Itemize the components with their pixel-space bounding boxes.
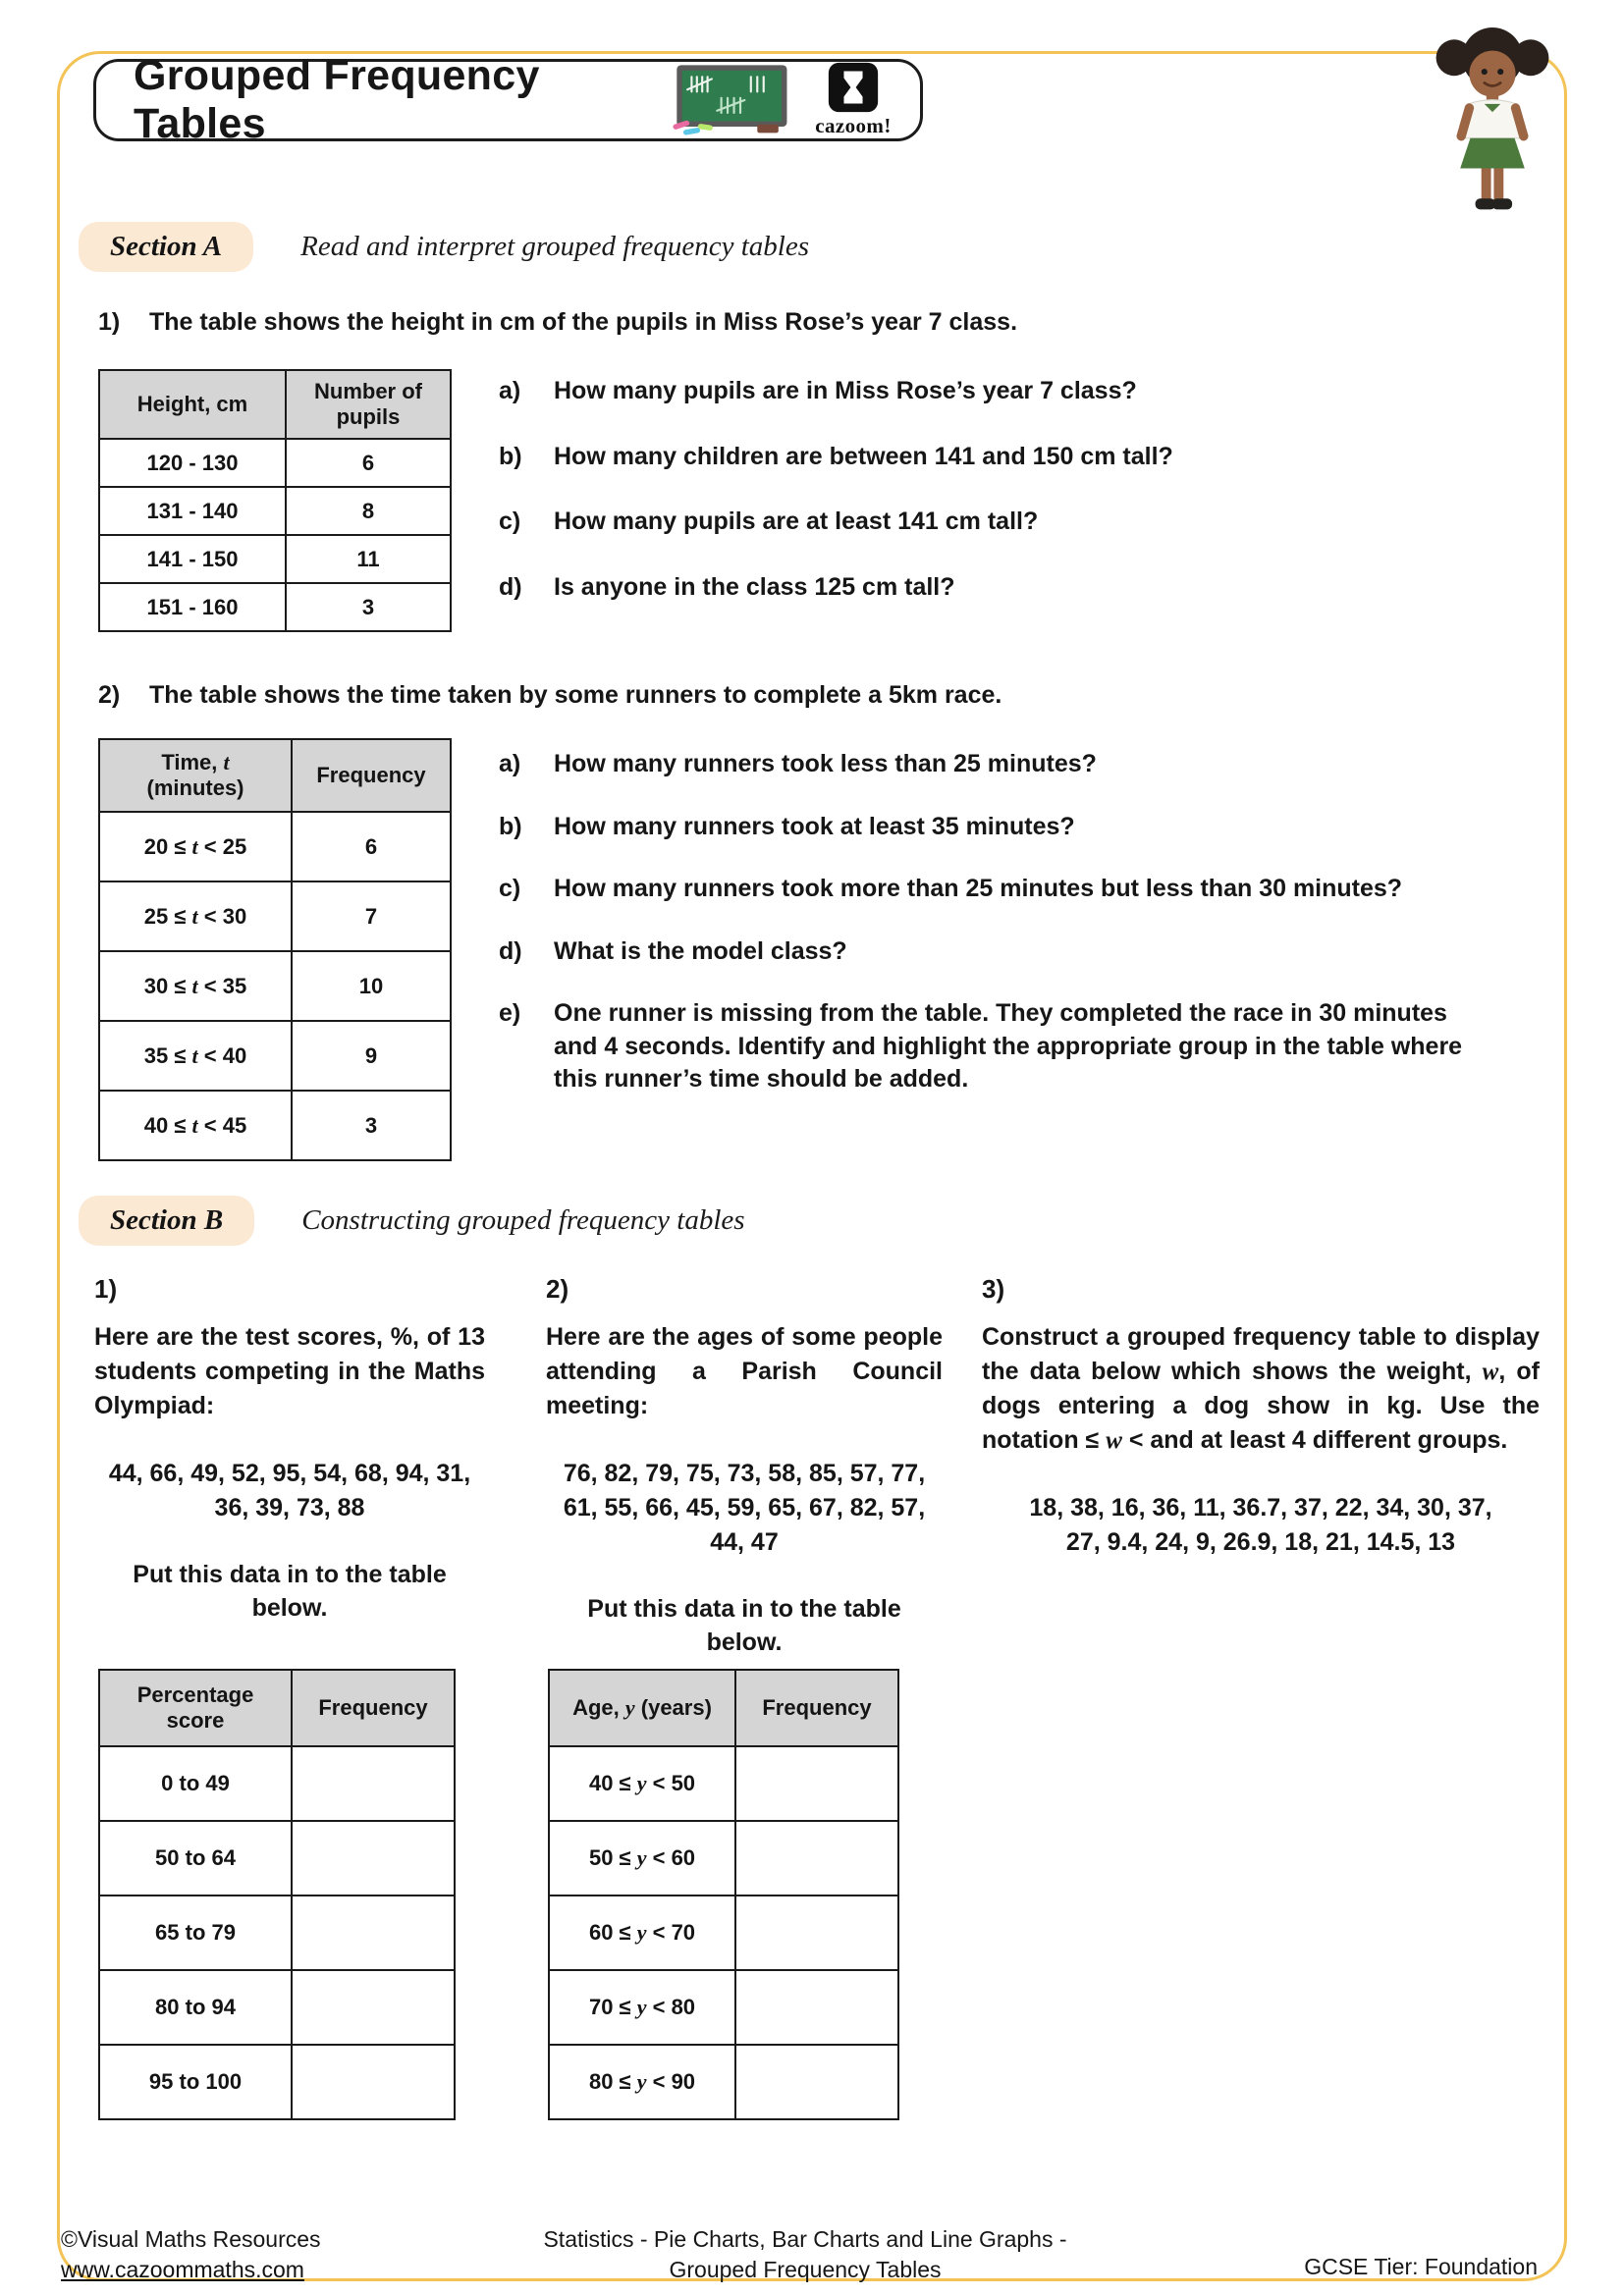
- table-cell: 0 to 49: [99, 1746, 292, 1821]
- table-cell: 10: [292, 951, 451, 1021]
- table-row: [99, 1821, 455, 1896]
- table-row: [99, 2045, 455, 2119]
- topic-line-1: Statistics - Pie Charts, Bar Charts and Line Graphs -: [543, 2226, 1067, 2252]
- section-b-header: [79, 1196, 745, 1246]
- question-item: [499, 441, 1510, 474]
- question-label: b): [499, 442, 522, 470]
- age-frequency-table: [548, 1669, 899, 2120]
- question-prompt: The table shows the time taken by some runners to complete a 5km race.: [149, 681, 1002, 709]
- section-b-problem-1: [94, 1274, 485, 1626]
- question-label: c): [499, 507, 521, 535]
- question-text: How many pupils are at least 141 cm tall?: [554, 507, 1039, 535]
- table-cell: 70 ≤ y < 80: [549, 1970, 735, 2045]
- table-cell: 9: [292, 1021, 451, 1091]
- table-cell: 8: [286, 487, 451, 535]
- question-text: One runner is missing from the table. They completed the race in 30 minutes and 4 seconds. Identify and highlight the appropriate group in the table where this runner’s time should be added.: [554, 999, 1463, 1093]
- footer-tier: GCSE Tier: Foundation: [1304, 2254, 1538, 2279]
- table-row: [99, 583, 451, 631]
- question-text: How many runners took less than 25 minutes?: [554, 750, 1097, 777]
- question-1-subquestions: [499, 375, 1510, 604]
- problem-text: Construct a grouped frequency table to display the data below which shows the weight, w, of dogs entering a dog show in kg. Use the notation ≤ w < and at least 4 different groups.: [982, 1323, 1540, 1454]
- table-cell: 40 ≤ t < 45: [99, 1091, 292, 1160]
- table-row: [549, 1746, 898, 1821]
- table-cell: 25 ≤ t < 30: [99, 881, 292, 951]
- column-header: Frequency: [292, 739, 451, 812]
- question-label: b): [499, 812, 522, 840]
- empty-answer-cell: [735, 2045, 898, 2119]
- question-item: [499, 811, 1486, 844]
- empty-answer-cell: [735, 1746, 898, 1821]
- table-cell: 80 ≤ y < 90: [549, 2045, 735, 2119]
- table-cell: 131 - 140: [99, 487, 286, 535]
- table-cell: 80 to 94: [99, 1970, 292, 2045]
- question-number: 2): [98, 681, 121, 709]
- time-frequency-table: [98, 738, 452, 1161]
- table-row: [99, 439, 451, 487]
- table-cell: 95 to 100: [99, 2045, 292, 2119]
- question-2-subquestions: [499, 748, 1486, 1096]
- table-cell: 40 ≤ y < 50: [549, 1746, 735, 1821]
- topic-line-2: Grouped Frequency Tables: [669, 2257, 942, 2283]
- problem-text: Here are the test scores, %, of 13 students competing in the Maths Olympiad:: [94, 1323, 485, 1419]
- table-cell: 50 to 64: [99, 1821, 292, 1896]
- question-text: How many runners took at least 35 minutes?: [554, 812, 1075, 840]
- table-cell: 3: [286, 583, 451, 631]
- table-cell: 11: [286, 535, 451, 583]
- table-cell: 35 ≤ t < 40: [99, 1021, 292, 1091]
- table-cell: 65 to 79: [99, 1896, 292, 1970]
- section-b-problem-2: [546, 1274, 943, 1660]
- question-item: [499, 935, 1486, 969]
- question-label: a): [499, 377, 521, 404]
- column-header: Percentage score: [99, 1670, 292, 1746]
- table-cell: 60 ≤ y < 70: [549, 1896, 735, 1970]
- section-a-label: Section A: [79, 222, 253, 272]
- question-2-heading: [98, 681, 1326, 710]
- table-cell: 30 ≤ t < 35: [99, 951, 292, 1021]
- question-number: 1): [98, 308, 121, 336]
- cazoom-logo-text: cazoom!: [815, 114, 892, 137]
- question-item: [499, 997, 1486, 1096]
- section-b-description: Constructing grouped frequency tables: [301, 1204, 745, 1236]
- column-header: Number of pupils: [286, 370, 451, 439]
- column-header: Age, y (years): [549, 1670, 735, 1746]
- problem-number: 3): [982, 1274, 1005, 1304]
- header-row: [99, 739, 451, 812]
- question-text: Is anyone in the class 125 cm tall?: [554, 572, 955, 601]
- question-label: e): [499, 999, 521, 1027]
- problem-text: Here are the ages of some people attending a Parish Council meeting:: [546, 1323, 943, 1419]
- table-cell: 6: [286, 439, 451, 487]
- footer-topic: [412, 2224, 1198, 2285]
- empty-answer-cell: [292, 1746, 455, 1821]
- question-prompt: The table shows the height in cm of the pupils in Miss Rose’s year 7 class.: [149, 308, 1018, 336]
- data-values: 76, 82, 79, 75, 73, 58, 85, 57, 77, 61, 55, 66, 45, 59, 65, 67, 82, 57, 44, 47: [563, 1460, 926, 1556]
- page-title: Grouped Frequency Tables: [134, 52, 540, 147]
- column-header: Frequency: [735, 1670, 898, 1746]
- table-row: [99, 881, 451, 951]
- empty-answer-cell: [292, 2045, 455, 2119]
- question-item: [499, 748, 1486, 781]
- table-cell: 3: [292, 1091, 451, 1160]
- question-1-heading: [98, 308, 1326, 337]
- cazoom-logo: [806, 62, 900, 138]
- section-b-problem-3: [982, 1274, 1540, 1560]
- table-cell: 20 ≤ t < 25: [99, 812, 292, 881]
- question-text: How many runners took more than 25 minutes but less than 30 minutes?: [554, 875, 1403, 902]
- percentage-score-table: [98, 1669, 456, 2120]
- question-text: How many children are between 141 and 150 cm tall?: [554, 442, 1173, 470]
- table-cell: 50 ≤ y < 60: [549, 1821, 735, 1896]
- header-row: [99, 370, 451, 439]
- empty-answer-cell: [735, 1821, 898, 1896]
- cazoom-logo-icon: [828, 62, 879, 113]
- copyright-text: ©Visual Maths Resources: [61, 2226, 321, 2252]
- empty-answer-cell: [735, 1896, 898, 1970]
- section-b-label: Section B: [79, 1196, 254, 1246]
- table-row: [99, 812, 451, 881]
- question-item: [499, 506, 1510, 539]
- empty-answer-cell: [292, 1970, 455, 2045]
- table-row: [549, 1821, 898, 1896]
- empty-answer-cell: [735, 1970, 898, 2045]
- table-row: [99, 535, 451, 583]
- title-box: [93, 52, 923, 147]
- table-cell: 6: [292, 812, 451, 881]
- data-values: 18, 38, 16, 36, 11, 36.7, 37, 22, 34, 30, 37, 27, 9.4, 24, 9, 26.9, 18, 21, 14.5, 13: [1029, 1494, 1492, 1556]
- table-cell: 151 - 160: [99, 583, 286, 631]
- table-row: [99, 951, 451, 1021]
- question-item: [499, 873, 1486, 906]
- data-values: 44, 66, 49, 52, 95, 54, 68, 94, 31, 36, 39, 73, 88: [108, 1460, 471, 1522]
- footer-left: [61, 2224, 321, 2285]
- table-cell: 141 - 150: [99, 535, 286, 583]
- student-character-illustration: [1412, 27, 1573, 229]
- chalkboard-icon: [673, 63, 794, 137]
- question-label: d): [499, 572, 522, 601]
- table-row: [549, 1970, 898, 2045]
- question-item: [499, 571, 1510, 605]
- question-label: a): [499, 750, 521, 777]
- problem-instruction: Put this data in to the table below.: [133, 1561, 447, 1622]
- column-header: Height, cm: [99, 370, 286, 439]
- table-row: [99, 1896, 455, 1970]
- website-link[interactable]: www.cazoommaths.com: [61, 2257, 304, 2283]
- problem-number: 2): [546, 1274, 569, 1304]
- table-row: [549, 1896, 898, 1970]
- question-label: d): [499, 936, 522, 965]
- table-row: [99, 1970, 455, 2045]
- table-cell: 120 - 130: [99, 439, 286, 487]
- problem-instruction: Put this data in to the table below.: [587, 1595, 901, 1656]
- column-header: Time, t (minutes): [99, 739, 292, 812]
- question-item: [499, 375, 1510, 408]
- empty-answer-cell: [292, 1896, 455, 1970]
- table-row: [99, 1021, 451, 1091]
- section-a-description: Read and interpret grouped frequency tables: [300, 231, 809, 262]
- table-row: [99, 487, 451, 535]
- table-cell: 7: [292, 881, 451, 951]
- problem-number: 1): [94, 1274, 118, 1304]
- table-row: [99, 1091, 451, 1160]
- column-header: Frequency: [292, 1670, 455, 1746]
- question-text: How many pupils are in Miss Rose’s year 7 class?: [554, 377, 1137, 404]
- section-a-header: [79, 222, 809, 272]
- header-row: [549, 1670, 898, 1746]
- table-row: [549, 2045, 898, 2119]
- height-frequency-table: [98, 369, 452, 632]
- empty-answer-cell: [292, 1821, 455, 1896]
- header-row: [99, 1670, 455, 1746]
- question-text: What is the model class?: [554, 936, 847, 965]
- question-label: c): [499, 875, 521, 902]
- table-row: [99, 1746, 455, 1821]
